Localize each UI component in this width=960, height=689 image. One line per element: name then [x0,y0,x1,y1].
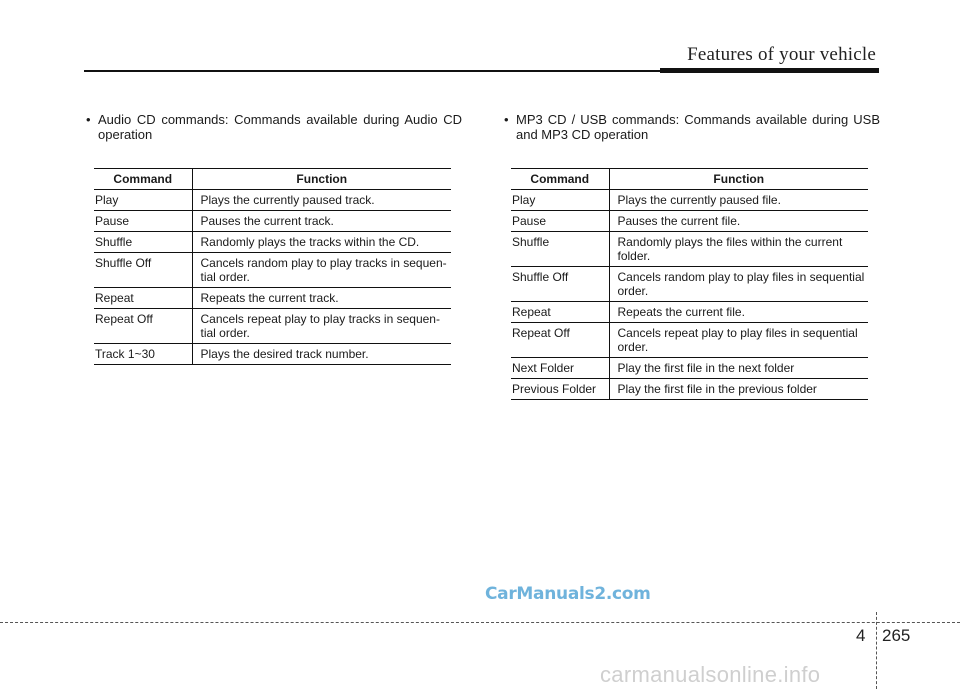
site-watermark: carmanualsonline.info [600,662,821,687]
table-row [511,232,868,267]
function-cell [192,253,451,288]
function-cell [609,232,868,267]
table-row [94,211,451,232]
command-cell: Repeat Off [94,309,192,344]
command-cell: Play [511,190,609,211]
function-cell [609,267,868,302]
table-row [94,344,451,365]
command-cell: Track 1~30 [94,344,192,365]
command-cell: Pause [511,211,609,232]
bullet-icon: • [86,112,91,127]
table-row [94,288,451,309]
table-row [94,190,451,211]
function-cell [609,302,868,323]
function-text: Repeats the current file. [617,305,745,319]
function-text: Repeats the current track. [200,291,339,305]
column-header-command: Command [94,169,192,190]
function-text: Plays the desired track number. [200,347,369,361]
function-cell [609,190,868,211]
function-text: Plays the currently paused file. [617,193,781,207]
function-cell [192,309,451,344]
function-cell [609,211,868,232]
command-cell: Shuffle Off [511,267,609,302]
function-text: Pauses the current file. [617,214,741,228]
table-row [94,232,451,253]
command-cell: Shuffle [94,232,192,253]
table-row [511,302,868,323]
command-cell: Shuffle [511,232,609,267]
function-cell [192,232,451,253]
command-cell: Repeat [94,288,192,309]
table-row [511,379,868,400]
table-row [94,253,451,288]
table-row [511,358,868,379]
function-text-continued: tial order. [200,270,250,284]
function-text: Cancels repeat play to play tracks in sequen- [200,312,440,326]
table-header-row [94,169,451,190]
function-text: Randomly plays the files within the current [617,235,843,249]
function-cell [192,211,451,232]
command-cell: Next Folder [511,358,609,379]
function-text: Plays the currently paused track. [200,193,375,207]
command-cell: Previous Folder [511,379,609,400]
watermark-logo: CarManuals2.com [485,584,651,604]
function-text: Pauses the current track. [200,214,334,228]
mp3-usb-intro [504,112,880,142]
function-text: Cancels random play to play files in sequential [617,270,865,284]
command-cell: Pause [94,211,192,232]
header-rule-accent [660,68,879,73]
function-text-continued: tial order. [200,326,250,340]
audio-cd-intro [86,112,462,142]
command-cell: Shuffle Off [94,253,192,288]
table-row [511,211,868,232]
function-text: Cancels repeat play to play files in sequential [617,326,858,340]
table-row [511,267,868,302]
audio-cd-section [86,112,462,361]
table-row [511,323,868,358]
table-row [511,190,868,211]
function-cell [192,288,451,309]
mp3-usb-intro-text: MP3 CD / USB commands: Commands available during USB and MP3 CD operation [516,112,880,142]
function-text: Play the first file in the previous folder [617,382,817,396]
function-cell [609,379,868,400]
bullet-icon: • [504,112,509,127]
footer-divider [876,612,877,689]
table-header-row [511,169,868,190]
function-text: Cancels random play to play tracks in sequen- [200,256,447,270]
function-cell [192,344,451,365]
function-text-continued: folder. [617,249,651,263]
function-cell [609,358,868,379]
column-header-function: Function [192,169,451,190]
function-cell [192,190,451,211]
footer-rule [0,622,960,623]
table-row [94,309,451,344]
audio-cd-intro-text: Audio CD commands: Commands available during Audio CD operation [98,112,462,142]
page-header-title: Features of your vehicle [687,44,876,65]
audio-cd-command-table [94,168,451,365]
function-cell [609,323,868,358]
function-text: Play the first file in the next folder [617,361,795,375]
mp3-usb-command-table [511,168,868,400]
column-header-function: Function [609,169,868,190]
column-header-command: Command [511,169,609,190]
command-cell: Play [94,190,192,211]
command-cell: Repeat [511,302,609,323]
command-cell: Repeat Off [511,323,609,358]
mp3-usb-section [504,112,880,396]
function-text-continued: order. [617,340,649,354]
page-number: 265 [882,626,911,645]
function-text: Randomly plays the tracks within the CD. [200,235,420,249]
function-text-continued: order. [617,284,649,298]
chapter-number: 4 [856,626,866,645]
